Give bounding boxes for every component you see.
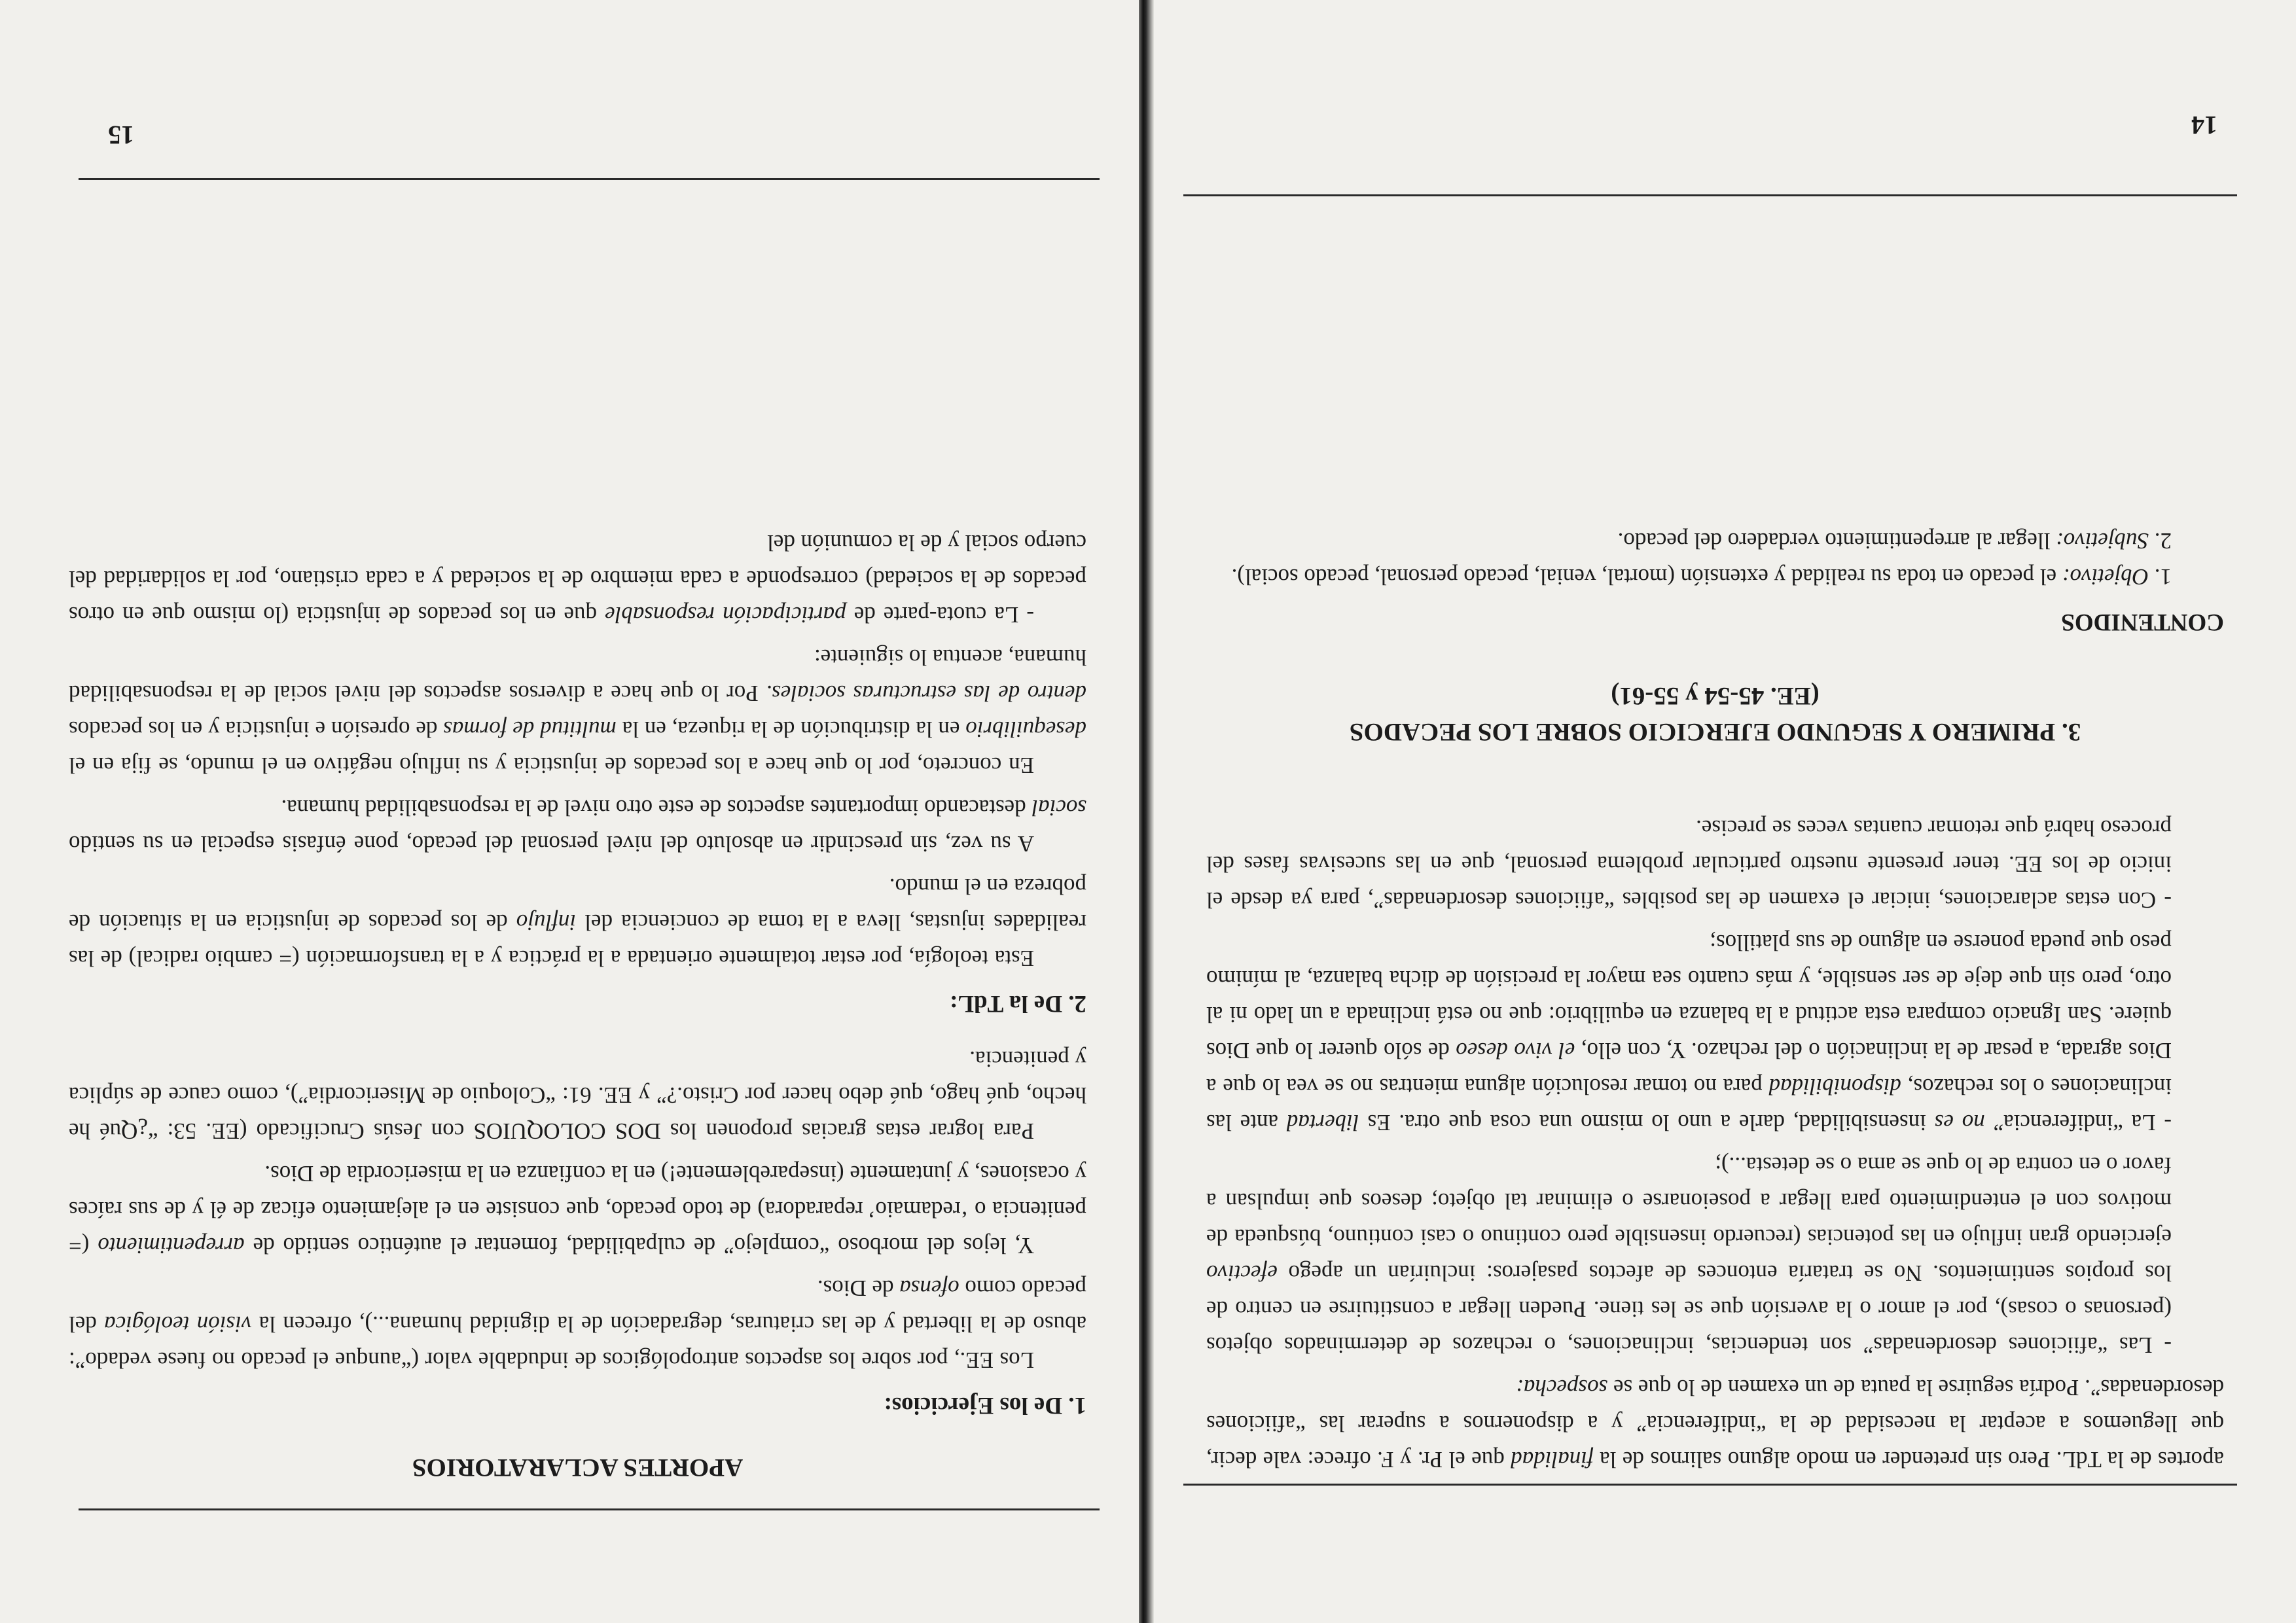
paragraph [69,790,1086,862]
text-run: llegar al arrepentimiento verdadero del pecado. [1617,528,2056,554]
text-run: Los EE., por sobre los aspectos antropológicos de indudable valor (“aunque el pecado no fuese vedado”: abuso de la libertad y de las criaturas, degradación de la dignidad humana...), ofrecen la [69,1311,1086,1373]
text-run: 1. [2149,564,2172,590]
text-run: - Con estas aclaraciones, iniciar el examen de las posibles “afiiciones desordenadas”, para ya desde el inicio de los EE. tener presente nuestro particular problema personal, que en las sucesivas fases del proceso habrá que retomar cuantas veces se precise. [1206,815,2172,913]
text-run: Y, lejos del morboso “complejo” de culpabilidad, fomentar el auténtico sentido de [244,1233,1034,1258]
text-run: de sólo querer lo que Dios quiere. San Ignacio compara esta actitud a la balanza en equilibrio: que no está inclinada a un lado ni al otro, pero sin que deje de ser sensible, y más cuanto sea mayor la precisión de dicha balanza, al mínimo peso que pueda ponerse en alguno de sus platillos; [1206,930,2172,1063]
italic-text: Subjetivo: [2056,528,2149,554]
italic-text: no es [1934,1110,1985,1135]
paragraph [69,1270,1086,1378]
text-run: Para lograr estas gracias proponen los DOS COLOQUIOS con Jesús Crucificado (EE. 53: “¿Qué he hecho, qué hago, qué debo hacer por Cristo.?” y EE. 61: “Coloquio de Misericordia”), como cauce de súplica y penitencia. [69,1046,1086,1144]
page-15 [0,0,1139,1623]
page-14 [1149,0,2296,1623]
italic-text: disponibilidad [1768,1074,1901,1099]
text-run: (= penitencia o ‘redamaio’ reparadora) de todo pecado, que consiste en el alejamiento eficaz de él y de sus raíces y ocasiones, y juntamente (insepareblemente!) en la confianza en la misericordia de Dios. [69,1161,1086,1258]
text-run: aportes de la TdL. Pero sin pretender en modo alguno salirnos de la [1593,1447,2224,1472]
text-run: 2. [2149,528,2172,554]
paragraph [69,1156,1086,1264]
text-run: que el Pr. y F. ofrece: vale decir, que lleguemos a aceptar la necesidad de la “indiferencia” y a disponernos a superar las “afiiciones desordenadas”. Podría seguirse la pauta de un examen de lo que se [1206,1375,2224,1472]
text-run: ante las inclinaciones o los rechazos, [1206,1074,2172,1135]
paragraph [69,525,1086,633]
italic-text: arrepentimiento [98,1233,245,1258]
text-run: para no tomar resolución alguna mientras no se vea lo que a Dios agrada, a pesar de la inclinación o del rechazo. Y, con ello, [1206,1038,2172,1099]
italic-text: Objetivo: [2062,564,2149,590]
bottom-rule-left [1183,194,2237,196]
italic-text: influjo [516,910,577,935]
text-run: de opresión e injusticia y en los pecados [69,717,444,742]
right-text-column [69,518,1086,1492]
italic-text: dentro de las estructuras sociales. [766,681,1086,706]
text-run: ejerciendo gran influjo en las potencias (recuerdo insensible pero continuo o casi contiuno, búsqueda de motivos con el entendimiento para llegar a poseionarse o eliminar tal objeto; deseos que impulsan a favor o en contra de lo que se ama o se detesta...); [1206,1152,2172,1250]
paragraph [1206,1147,2224,1363]
italic-text: multitud de formas [443,717,617,742]
chapter-title: 3. PRIMERO Y SEGUNDO EJERCICIO SOBRE LOS PECADOS [1349,718,2081,746]
top-rule-left [1183,1484,2237,1486]
section-title: APORTES ACLARATORIOS [412,1454,744,1482]
italic-text: ofensa [899,1275,960,1301]
paragraph [69,639,1086,783]
page-number-right: 15 [108,120,134,150]
top-rule-right [79,1508,1100,1510]
left-text-column [1206,523,2224,1478]
italic-text: social [1031,795,1086,821]
italic-text: finalidad [1511,1447,1594,1472]
text-run: - La cuota-parte de [846,602,1034,628]
text-run: de los pecados de injusticia en la situación de pobreza en el mundo. [69,874,1086,935]
paragraph [1206,1370,2224,1478]
text-run: - Las “afiiciones desordenadas” son tendencias, inclinaciones, o rechazos de determinados objetos (personas o cosas), por el amor o la aversión que se les tiene. Pueden llegar a constituirse en centro de los propios sentimientos. No se trataría entonces de afectos pasajeros: incluirían un apego [1206,1260,2172,1358]
italic-text: sospecha: [1516,1375,1608,1400]
contents-heading: CONTENIDOS [2061,609,2224,635]
text-run: el pecado en toda su realidad y extensión (mortal, venial, pecado personal, pecado social). [1231,564,2062,590]
objective-item [1206,559,2224,595]
text-run: - La “indiferencia” [1984,1110,2172,1135]
paragraph [1206,925,2224,1141]
objective-item [1206,523,2224,559]
text-run: Esta teología, por estar totalmente orientada a la práctica y a la transformación (= cambio radical) de las realidades injustas, lleva a la toma de conciencia del [69,910,1086,971]
text-run: A su vez, sin prescindir en absoluto del nivel personal del pecado, pone énfasis especial en su sentido [69,831,1034,857]
bottom-rule-right [79,178,1100,180]
text-run: que en los pecados de injusticia (lo mismo que en otros pecados de la sociedad) corresponde a cada miembro de la sociedad y a cada cristiano, por la solidaridad del cuerpo social y de la comunión del [69,530,1086,628]
text-run: destacando importantes aspectos de este otro nivel de la responsabilidad humana. [281,795,1032,821]
text-run: del pecado como [69,1275,1086,1337]
text-run: insensibilidad, darle a uno lo mismo una cosa que otra. Es [1359,1110,1935,1135]
text-run: En concreto, por lo que hace a los pecados de injusticia y su influjo negátivo en el mundo, se fija en el [69,753,1034,778]
italic-text: el vivo deseo [1456,1038,1575,1063]
text-run: de Dios. [817,1275,900,1301]
italic-text: efectivo [1206,1260,1278,1286]
italic-text: visión teológica [104,1311,252,1337]
paragraph [69,868,1086,976]
italic-text: libertad [1286,1110,1359,1135]
text-run: Por lo que hace a diversos aspectos del nivel social de la responsabilidad humana, acentua lo siguiente: [68,645,1086,706]
chapter-subtitle: (EE. 45-54 y 55-61) [1611,682,1820,710]
subsection-heading-ejercicios: 1. De los Ejercicios: [884,1392,1086,1419]
paragraph [1206,810,2224,918]
subsection-heading-tdl: 2. De la TdL: [949,990,1086,1017]
page-number-left: 14 [2191,111,2217,140]
italic-text: desequilibrio [965,717,1086,742]
paragraph [69,1041,1086,1149]
text-run: en la distribución de la riqueza, en la [616,717,966,742]
italic-text: participación responsable [605,602,846,628]
